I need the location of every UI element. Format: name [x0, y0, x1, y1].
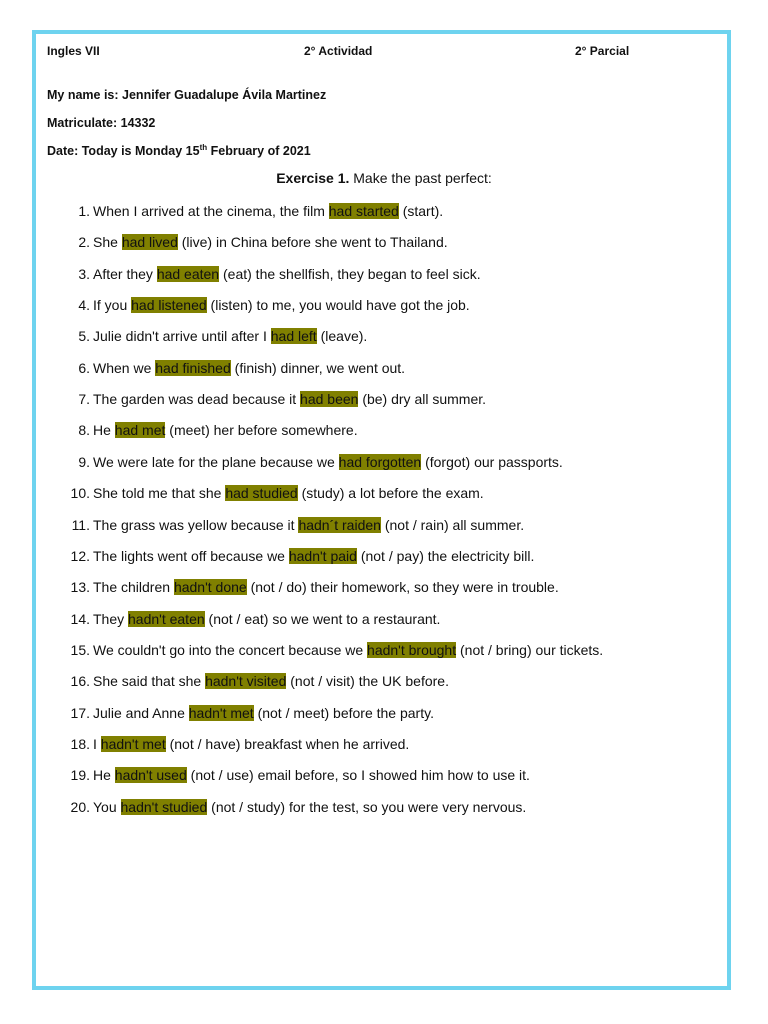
item-number: 10.: [70, 485, 90, 502]
student-name: My name is: Jennifer Guadalupe Ávila Martinez: [47, 88, 327, 102]
highlighted-answer: hadn't eaten: [128, 610, 205, 627]
item-sentence: [93, 705, 434, 721]
item-sentence: [93, 454, 563, 470]
sentence-before: He: [93, 767, 115, 784]
item-number: 8.: [78, 422, 90, 439]
highlighted-answer: had left: [270, 328, 317, 345]
item-sentence: [93, 767, 530, 783]
item-number: 14.: [70, 610, 90, 627]
item-sentence: [93, 579, 559, 595]
sentence-before: The grass was yellow because it: [93, 516, 299, 533]
date-prefix: Date: Today is Monday 15: [47, 144, 200, 159]
sentence-before: We were late for the plane because we: [93, 453, 339, 470]
sentence-before: He: [93, 422, 115, 439]
sentence-after: (study) a lot before the exam.: [297, 485, 484, 502]
item-sentence: [93, 360, 405, 376]
item-number: 15.: [70, 641, 90, 658]
item-number: 12.: [70, 547, 90, 564]
item-number: 16.: [70, 673, 90, 690]
item-number: 13.: [70, 579, 90, 596]
sentence-before: The children: [93, 579, 174, 596]
highlighted-answer: had met: [114, 422, 166, 439]
exercise-label: Exercise 1.: [276, 170, 350, 186]
sentence-before: You: [93, 798, 121, 815]
item-sentence: [93, 266, 481, 282]
item-sentence: [93, 736, 409, 752]
date-ordinal: th: [199, 143, 208, 152]
item-sentence: [93, 203, 443, 219]
item-sentence: [93, 673, 449, 689]
sentence-before: They: [93, 610, 129, 627]
item-number: 11.: [71, 516, 90, 533]
sentence-before: Julie and Anne: [93, 704, 189, 721]
item-sentence: [93, 799, 526, 815]
item-number: 18.: [70, 735, 90, 752]
sentence-before: She said that she: [93, 673, 206, 690]
sentence-after: (be) dry all summer.: [358, 391, 487, 408]
highlighted-answer: had studied: [225, 485, 298, 502]
highlighted-answer: had forgotten: [338, 453, 422, 470]
date-line: [47, 143, 311, 158]
item-number: 17.: [70, 704, 90, 721]
sentence-before: When we: [93, 359, 156, 376]
sentence-after: (start).: [398, 203, 444, 219]
highlighted-answer: hadn't brought: [367, 641, 457, 658]
course-label: Ingles VII: [47, 44, 100, 58]
item-sentence: [93, 328, 367, 344]
highlighted-answer: had finished: [155, 359, 231, 376]
sentence-before: She told me that she: [93, 485, 226, 502]
item-sentence: [93, 485, 484, 501]
item-number: 9.: [78, 453, 90, 470]
date-suffix: February of 2021: [207, 144, 311, 159]
sentence-before: We couldn't go into the concert because we: [93, 641, 368, 658]
sentence-after: (not / have) breakfast when he arrived.: [165, 735, 410, 752]
sentence-after: (not / pay) the electricity bill.: [356, 547, 535, 564]
item-number: 2.: [78, 234, 90, 251]
sentence-before: She: [93, 234, 122, 251]
sentence-after: (leave).: [316, 328, 368, 345]
partial-label: 2° Parcial: [575, 44, 630, 58]
item-number: 3.: [78, 265, 90, 282]
sentence-after: (not / study) for the test, so you were very nervous.: [207, 798, 527, 815]
sentence-after: (listen) to me, you would have got the job.: [206, 297, 470, 314]
item-number: 20.: [70, 798, 90, 815]
item-number: 19.: [70, 767, 90, 784]
sentence-before: When I arrived at the cinema, the film: [93, 203, 329, 219]
item-sentence: [93, 422, 358, 438]
highlighted-answer: hadn't paid: [288, 547, 357, 564]
item-number: 6.: [78, 359, 90, 376]
sentence-before: Julie didn't arrive until after I: [93, 328, 271, 345]
item-number: 4.: [78, 297, 90, 314]
item-sentence: [93, 297, 470, 313]
item-sentence: [93, 611, 440, 627]
highlighted-answer: hadn't studied: [120, 798, 208, 815]
sentence-after: (not / eat) so we went to a restaurant.: [204, 610, 441, 627]
highlighted-answer: hadn't visited: [205, 673, 287, 690]
sentence-before: After they: [93, 265, 157, 282]
highlighted-answer: had listened: [131, 297, 207, 314]
highlighted-answer: had started: [328, 203, 399, 219]
sentence-after: (not / do) their homework, so they were in trouble.: [246, 579, 559, 596]
sentence-after: (not / rain) all summer.: [380, 516, 525, 533]
item-sentence: [93, 234, 448, 250]
highlighted-answer: hadn't met: [100, 735, 166, 752]
item-sentence: [93, 642, 603, 658]
sentence-before: The garden was dead because it: [93, 391, 301, 408]
sentence-after: (forgot) our passports.: [421, 453, 563, 470]
sentence-after: (not / bring) our tickets.: [456, 641, 604, 658]
highlighted-answer: hadn't used: [114, 767, 187, 784]
highlighted-answer: had been: [300, 391, 359, 408]
highlighted-answer: had eaten: [156, 265, 220, 282]
activity-label: 2° Actividad: [304, 44, 373, 58]
student-matriculate: Matriculate: 14332: [47, 116, 156, 130]
sentence-after: (finish) dinner, we went out.: [230, 359, 406, 376]
sentence-after: (not / meet) before the party.: [253, 704, 434, 721]
sentence-before: The lights went off because we: [93, 547, 289, 564]
sentence-after: (meet) her before somewhere.: [165, 422, 358, 439]
sentence-after: (not / use) email before, so I showed him how to use it.: [186, 767, 530, 784]
item-number: 5.: [78, 328, 90, 345]
exercise-title: [0, 170, 768, 186]
sentence-after: (eat) the shellfish, they began to feel sick.: [219, 265, 481, 282]
item-sentence: [93, 391, 486, 407]
sentence-before: I: [93, 735, 101, 752]
highlighted-answer: hadn't done: [173, 579, 247, 596]
highlighted-answer: hadn´t raiden: [298, 516, 381, 533]
item-number: 7.: [78, 391, 90, 408]
item-number: 1.: [78, 203, 90, 219]
exercise-instruction: Make the past perfect:: [349, 170, 492, 186]
item-sentence: [93, 548, 534, 564]
highlighted-answer: had lived: [121, 234, 178, 251]
item-sentence: [93, 517, 524, 533]
sentence-before: If you: [93, 297, 132, 314]
highlighted-answer: hadn't met: [188, 704, 254, 721]
sentence-after: (not / visit) the UK before.: [286, 673, 449, 690]
sentence-after: (live) in China before she went to Thailand.: [177, 234, 448, 251]
